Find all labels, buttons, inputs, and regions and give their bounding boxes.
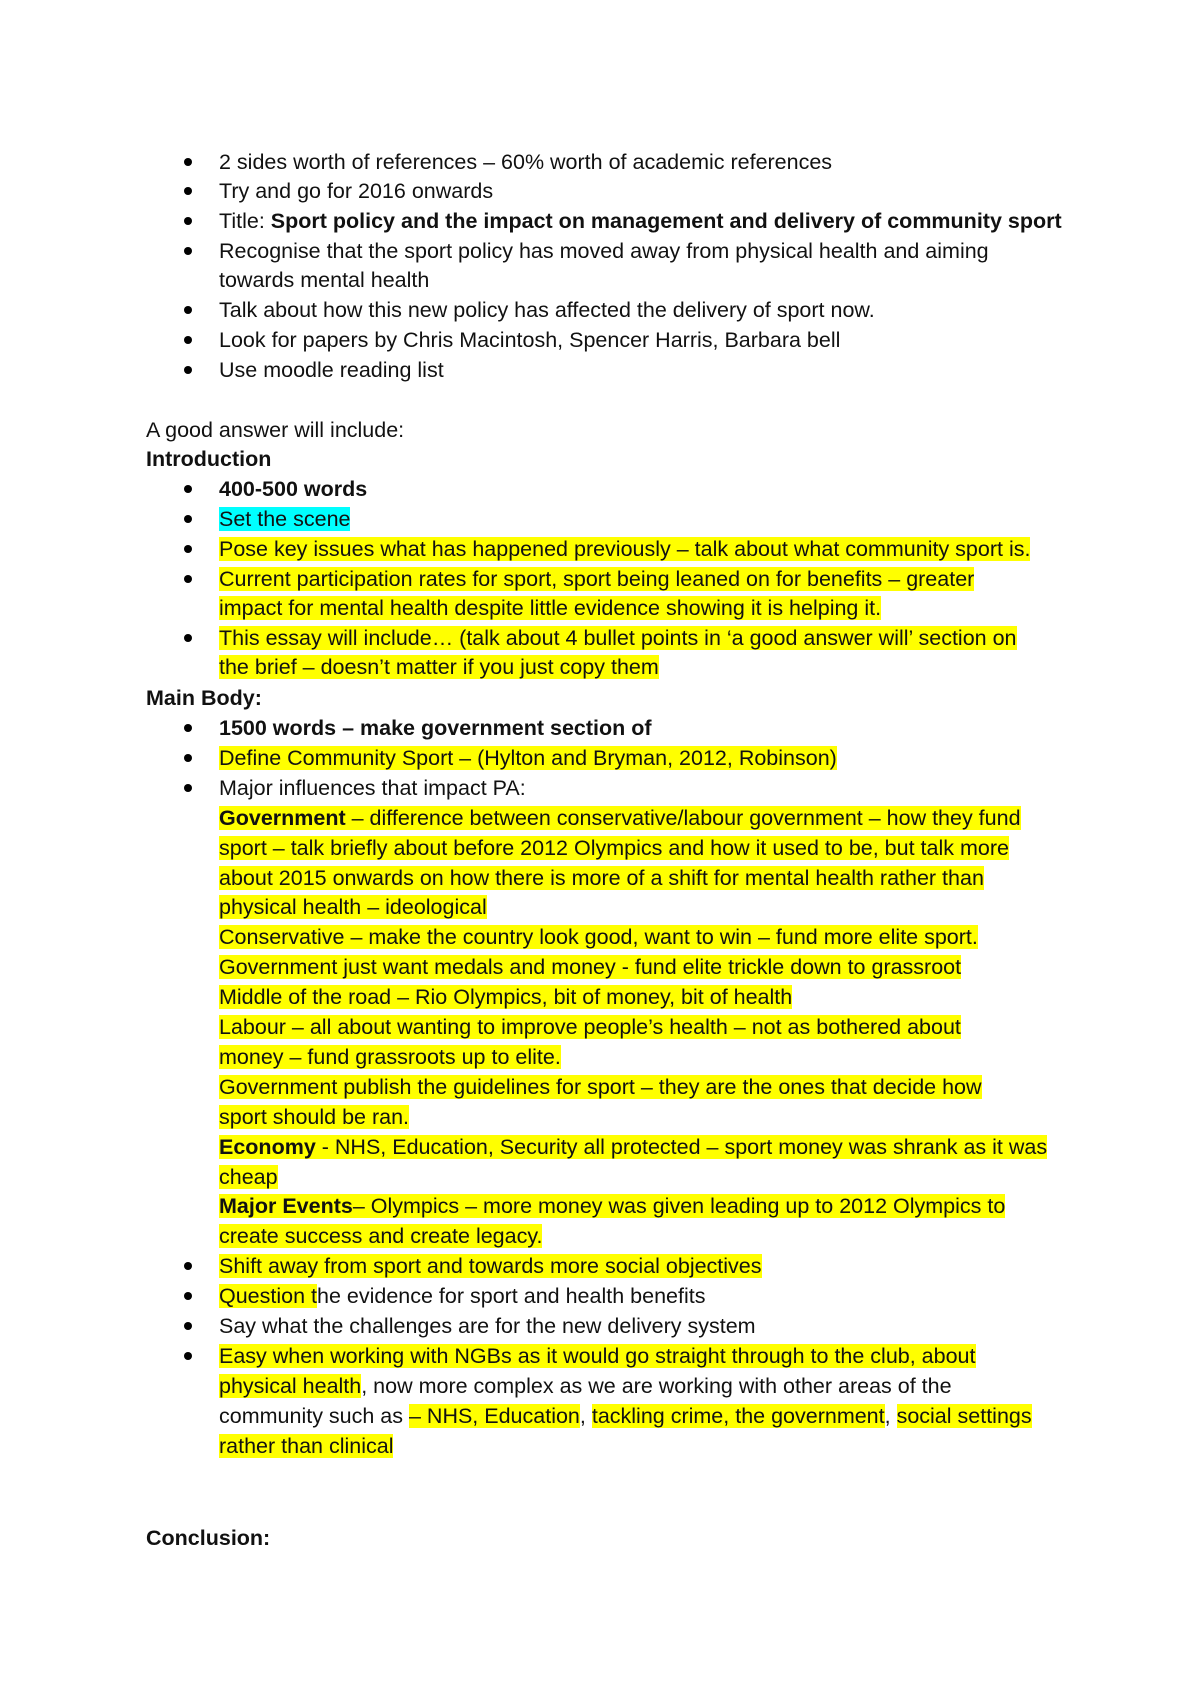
introduction-heading: Introduction	[146, 447, 272, 471]
introduction-text: impact for mental health despite little evidence showing it is helping it.	[219, 596, 882, 620]
main-body-text: Question t	[219, 1284, 317, 1308]
main-body-line	[219, 1102, 409, 1132]
main-body-text: – Olympics – more money was given leading up to 2012 Olympics to	[352, 1194, 1006, 1218]
main-body-text: – difference between conservative/labour government – how they fund	[345, 806, 1021, 830]
main-body-text: Define Community Sport – (Hylton and Bryman, 2012, Robinson)	[219, 746, 837, 770]
requirement-text: Use moodle reading list	[219, 358, 444, 382]
main-body-line	[219, 1431, 393, 1461]
bullet-icon	[184, 545, 192, 553]
main-body-line	[219, 1042, 561, 1072]
main-body-text: Government publish the guidelines for sport – they are the ones that decide how	[219, 1075, 982, 1099]
bullet-icon	[184, 515, 192, 523]
introduction-text: Current participation rates for sport, sport being leaned on for benefits – greater	[219, 567, 975, 591]
requirement-text: Recognise that the sport policy has moved away from physical health and aiming	[219, 239, 989, 263]
main-body-text: Middle of the road – Rio Olympics, bit of money, bit of health	[219, 985, 793, 1009]
conclusion-heading: Conclusion:	[146, 1526, 271, 1550]
requirement-line	[219, 265, 429, 295]
requirement-line	[219, 236, 989, 266]
introduction-text: Pose key issues what has happened previously – talk about what community sport is.	[219, 537, 1031, 561]
main-body-text: social settings	[896, 1404, 1032, 1428]
introduction-line	[219, 534, 1030, 564]
main-body-text: community such as	[219, 1404, 409, 1428]
bullet-icon	[184, 306, 192, 314]
bullet-icon	[184, 1262, 192, 1270]
main-body-text: cheap	[219, 1165, 278, 1189]
bullet-icon	[184, 634, 192, 642]
bullet-icon	[184, 485, 192, 493]
main-body-line	[219, 863, 984, 893]
main-body-text: Easy when working with NGBs as it would go straight through to the club, about	[219, 1344, 976, 1368]
answer-intro-text: A good answer will include:	[146, 418, 405, 442]
main-body-text: about 2015 onwards on how there is more of a shift for mental health rather than	[219, 866, 984, 890]
requirement-line	[219, 206, 1062, 236]
main-body-text: 1500 words – make government section of	[219, 716, 652, 740]
main-body-line	[219, 892, 487, 922]
introduction-line	[219, 623, 1017, 653]
main-body-line	[219, 773, 526, 803]
main-body-line	[219, 833, 1009, 863]
bullet-icon	[184, 1292, 192, 1300]
main-body-line	[219, 1191, 1005, 1221]
bullet-icon	[184, 217, 192, 225]
main-body-heading: Main Body:	[146, 686, 262, 710]
main-body-text: tackling crime, the government	[591, 1404, 885, 1428]
main-body-text: ,	[579, 1404, 592, 1428]
main-body-text: Conservative – make the country look good, want to win – fund more elite sport.	[219, 925, 978, 949]
requirement-text: Title:	[219, 209, 271, 233]
introduction-line	[219, 504, 350, 534]
main-body-line	[219, 1281, 705, 1311]
main-body-text: create success and create legacy.	[219, 1224, 543, 1248]
introduction-line	[219, 564, 974, 594]
introduction-line	[219, 593, 881, 623]
main-body-text: Government just want medals and money - fund elite trickle down to grassroot	[219, 955, 962, 979]
main-body-text: sport – talk briefly about before 2012 Olympics and how it used to be, but talk more	[219, 836, 1009, 860]
requirement-line	[219, 176, 493, 206]
main-body-line	[219, 803, 1021, 833]
bullet-icon	[184, 1352, 192, 1360]
main-body-line	[219, 1251, 762, 1281]
bullet-icon	[184, 754, 192, 762]
main-body-line	[219, 1341, 976, 1371]
main-body-text: money – fund grassroots up to elite.	[219, 1045, 561, 1069]
main-body-line	[219, 1012, 961, 1042]
main-body-text: physical health	[219, 1374, 362, 1398]
requirement-line	[219, 325, 840, 355]
requirement-text: Look for papers by Chris Macintosh, Spencer Harris, Barbara bell	[219, 328, 841, 352]
main-body-line	[219, 1311, 756, 1341]
main-body-text: Major Events	[219, 1194, 353, 1218]
requirement-text: 2 sides worth of references – 60% worth of academic references	[219, 150, 833, 174]
bullet-icon	[184, 784, 192, 792]
main-body-text: – NHS, Education	[408, 1404, 580, 1428]
bullet-icon	[184, 187, 192, 195]
introduction-text: This essay will include… (talk about 4 bullet points in ‘a good answer will’ section on	[219, 626, 1017, 650]
main-body-text: Government	[219, 806, 346, 830]
main-body-text: Shift away from sport and towards more social objectives	[219, 1254, 762, 1278]
bullet-icon	[184, 1322, 192, 1330]
requirement-line	[219, 147, 832, 177]
requirement-text: Talk about how this new policy has affected the delivery of sport now.	[219, 298, 875, 322]
requirement-text: towards mental health	[219, 268, 430, 292]
main-body-text: rather than clinical	[219, 1434, 394, 1458]
main-body-line	[219, 982, 792, 1012]
main-body-line	[219, 1371, 952, 1401]
main-body-line	[219, 1162, 278, 1192]
bullet-icon	[184, 575, 192, 583]
requirement-text: Try and go for 2016 onwards	[219, 179, 494, 203]
main-body-line	[219, 952, 961, 982]
main-body-line	[219, 922, 978, 952]
bullet-icon	[184, 724, 192, 732]
introduction-text: Set the scene	[219, 507, 351, 531]
introduction-line	[219, 474, 367, 504]
bullet-icon	[184, 366, 192, 374]
main-body-text: Say what the challenges are for the new delivery system	[219, 1314, 756, 1338]
requirement-line	[219, 355, 444, 385]
main-body-text: - NHS, Education, Security all protected – sport money was shrank as it was	[315, 1135, 1048, 1159]
main-body-line	[219, 1132, 1047, 1162]
main-body-line	[219, 1401, 1032, 1431]
bullet-icon	[184, 247, 192, 255]
main-body-text: , now more complex as we are working with other areas of the	[361, 1374, 952, 1398]
main-body-text: sport should be ran.	[219, 1105, 410, 1129]
introduction-text: 400-500 words	[219, 477, 368, 501]
main-body-text: physical health – ideological	[219, 895, 487, 919]
main-body-text: Major influences that impact PA:	[219, 776, 526, 800]
requirement-line	[219, 295, 875, 325]
introduction-line	[219, 652, 659, 682]
main-body-line	[219, 713, 652, 743]
main-body-line	[219, 1072, 982, 1102]
main-body-line	[219, 1221, 542, 1251]
requirement-text: Sport policy and the impact on management and delivery of community sport	[270, 209, 1062, 233]
bullet-icon	[184, 336, 192, 344]
main-body-text: ,	[884, 1404, 897, 1428]
introduction-text: the brief – doesn’t matter if you just copy them	[219, 655, 659, 679]
main-body-line	[219, 743, 837, 773]
main-body-text: Economy	[219, 1135, 316, 1159]
main-body-text: Labour – all about wanting to improve people’s health – not as bothered about	[219, 1015, 961, 1039]
bullet-icon	[184, 158, 192, 166]
main-body-text: he evidence for sport and health benefits	[317, 1284, 706, 1308]
